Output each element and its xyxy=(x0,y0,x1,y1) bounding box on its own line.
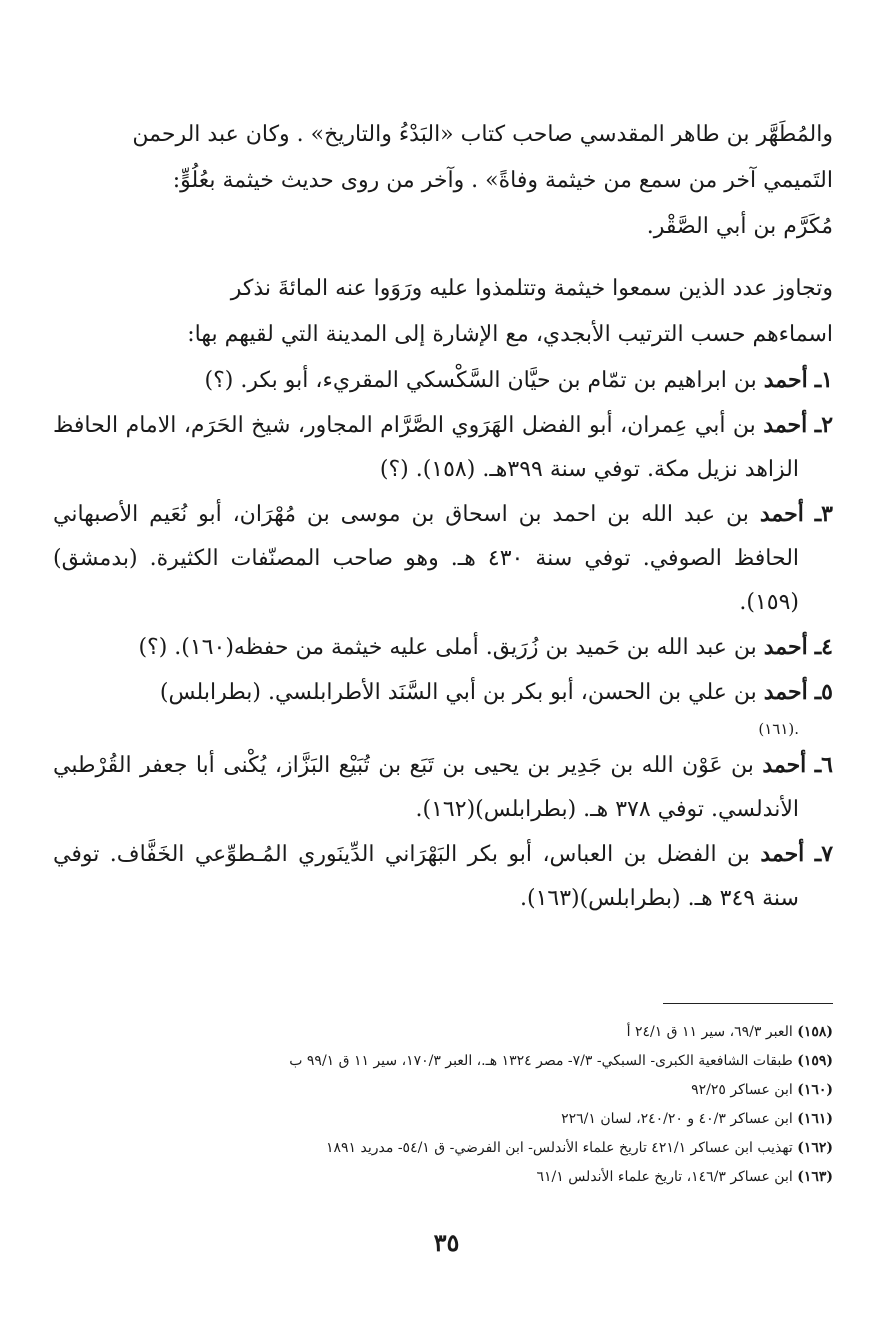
entry-6 xyxy=(53,743,833,832)
entry-text: بن الفضل بن العباس، أبو بكر البَهْرَاني الدِّينَوري المُـطوِّعي الخَفَّاف. توفي سنة ٣٤٩ هـ. (بطرابلس)(١٦٣). xyxy=(53,842,799,911)
entry-text: بن عبد الله بن حَميد بن زُرَيق. أملى عليه خيثمة من حفظه(١٦٠). (؟) xyxy=(138,635,764,660)
footnote-text: تهذيب ابن عساكر ٤٢١/١ تاريخ علماء الأندلس- ابن الفرضي- ق ٥٤/١- مدريد ١٨٩١ xyxy=(325,1140,798,1156)
entry-text: بن أبي عِمران، أبو الفضل الهَرَوي الصَّرَّام المجاور، شيخ الحَرَم، الامام الحافظ الزاهد نزيل مكة. توفي سنة ٣٩٩هـ. (١٥٨). (؟) xyxy=(53,413,799,482)
footnote xyxy=(53,1163,833,1192)
entry-number: ٥ـ xyxy=(814,679,833,705)
entry-number: ٢ـ xyxy=(814,412,834,438)
entry-name: أحمد xyxy=(762,752,807,778)
entry-number: ٧ـ xyxy=(814,841,834,867)
footnote-number: (١٦١) xyxy=(797,1111,833,1127)
entry-number: ٦ـ xyxy=(814,752,833,778)
entry-1 xyxy=(53,358,833,403)
entry-name: أحمد xyxy=(760,841,805,867)
entry-name: أحمد xyxy=(763,679,808,705)
entry-3 xyxy=(53,492,833,625)
entry-number: ١ـ xyxy=(814,367,833,393)
footnote-text: طبقات الشافعية الكبرى- السبكي- ٧/٣- مصر ١٣٢٤ هـ.، العبر ١٧٠/٣، سير ١١ ق ٩٩/١ ب xyxy=(289,1053,798,1069)
footnote-divider xyxy=(663,1003,833,1004)
footnote-text: ابن عساكر ٤٠/٣ و ٢٤٠/٢٠، لسان ٢٢٦/١ xyxy=(561,1111,798,1127)
footnote xyxy=(53,1105,833,1134)
footnote xyxy=(53,1134,833,1163)
para2-line-2: اسماءهم حسب الترتيب الأبجدي، مع الإشارة إلى المدينة التي لقيهم بها: xyxy=(187,322,833,347)
entry-7 xyxy=(53,832,833,921)
footnote-number: (١٥٩) xyxy=(797,1053,833,1069)
footnote xyxy=(53,1018,833,1047)
page-number: ٣٥ xyxy=(433,1228,460,1257)
entry-5 xyxy=(53,670,833,715)
footnote-number: (١٦٣) xyxy=(797,1169,833,1185)
footnote-text: ابن عساكر ١٤٦/٣، تاريخ علماء الأندلس ٦١/١ xyxy=(536,1169,798,1185)
entry-number: ٣ـ xyxy=(814,501,833,527)
footnote-number: (١٥٨) xyxy=(797,1024,833,1040)
entry-name: أحمد xyxy=(763,412,808,438)
intro-line-2: التَميمي آخر من سمع من خيثمة وفاةً» . وآخر من روى حديث خيثمة بعُلُوٍّ: xyxy=(172,168,833,193)
footnotes xyxy=(53,1018,833,1192)
entry-5-footnote-ref: .(١٦١) xyxy=(758,720,799,738)
entry-text: بن ابراهيم بن تمّام بن حيَّان السَّكْسكي المقريء، أبو بكر. (؟) xyxy=(204,368,764,393)
footnote-text: العبر ٦٩/٣، سير ١١ ق ٢٤/١ أ xyxy=(626,1024,798,1040)
entry-name: أحمد xyxy=(763,367,808,393)
entry-name: أحمد xyxy=(759,501,804,527)
footnote xyxy=(53,1076,833,1105)
entry-2 xyxy=(53,403,833,492)
footnote xyxy=(53,1047,833,1076)
entry-name: أحمد xyxy=(763,634,808,660)
entry-text: بن عَوْن الله بن جَدِير بن يحيى بن تَبَع بن تُبَيْع البَزَّاز، يُكْنى أبا جعفر القُرْطبي الأندلسي. توفي ٣٧٨ هـ. (بطرابلس)(١٦٢). xyxy=(53,753,799,822)
para2-line-1: وتجاوز عدد الذين سمعوا خيثمة وتتلمذوا عليه ورَوَوا عنه المائةَ نذكر xyxy=(230,276,833,301)
intro-line-1: والمُطَهَّر بن طاهر المقدسي صاحب كتاب «البَدْءُ والتاريخ» . وكان عبد الرحمن xyxy=(132,122,833,147)
entry-4 xyxy=(53,625,833,670)
entry-text: بن عبد الله بن احمد بن اسحاق بن موسى بن مُهْرَان، أبو نُعَيم الأصبهاني الحافظ الصوفي. توفي سنة ٤٣٠ هـ. وهو صاحب المصنّفات الكثيرة. (بدمشق)(١٥٩). xyxy=(53,502,800,615)
footnote-text: ابن عساكر ٩٢/٢٥ xyxy=(691,1082,798,1098)
footnote-number: (١٦٠) xyxy=(797,1082,833,1098)
entry-text: بن علي بن الحسن، أبو بكر بن أبي السَّنَد الأطرابلسي. (بطرابلس) xyxy=(159,680,764,705)
intro-line-3: مُكَرَّم بن أبي الصَّقْر. xyxy=(646,214,833,239)
main-text xyxy=(53,112,833,921)
footnote-number: (١٦٢) xyxy=(797,1140,833,1156)
entry-number: ٤ـ xyxy=(814,634,833,660)
